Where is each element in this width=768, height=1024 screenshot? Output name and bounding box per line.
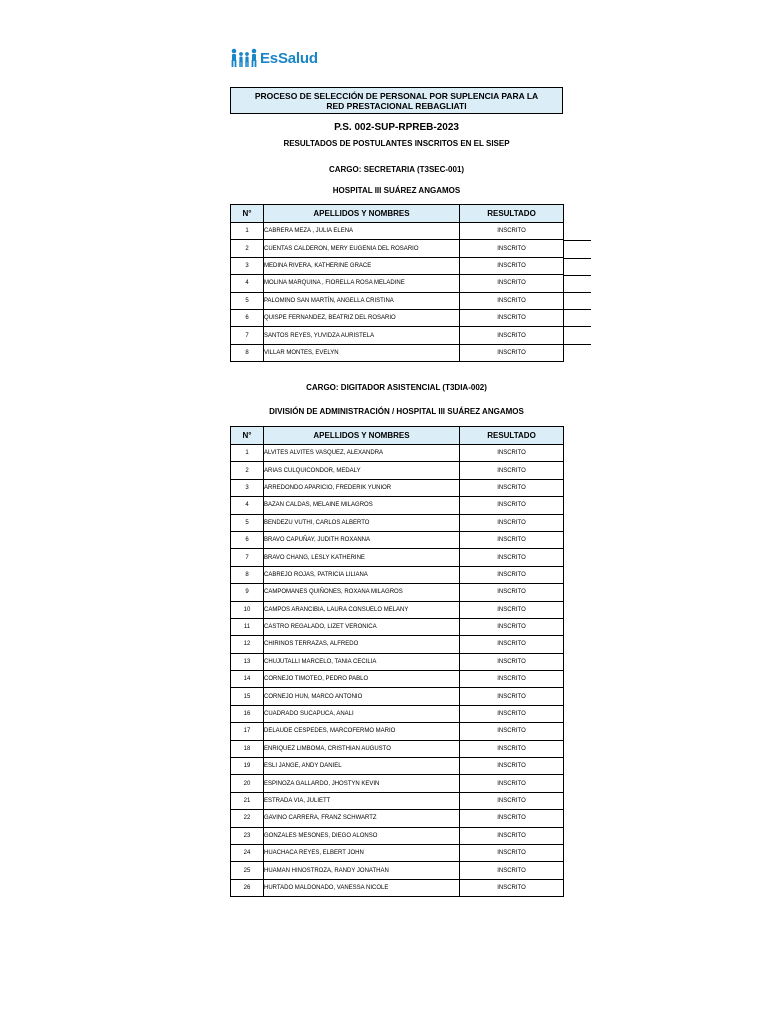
row-number: 26 xyxy=(231,879,264,896)
row-number: 3 xyxy=(231,479,264,496)
result-status: INSCRITO xyxy=(460,688,564,705)
table-row xyxy=(231,653,564,670)
table-row xyxy=(231,879,564,896)
row-number: 2 xyxy=(231,462,264,479)
table-edge-line xyxy=(564,309,591,310)
applicant-name: CAMPOMANES QUIÑONES, ROXANA MILAGROS xyxy=(264,584,460,601)
applicant-name: GAVINO CARRERA, FRANZ SCHWARTZ xyxy=(264,810,460,827)
table-row xyxy=(231,862,564,879)
table-row xyxy=(231,309,564,326)
result-status: INSCRITO xyxy=(460,479,564,496)
row-number: 16 xyxy=(231,705,264,722)
row-number: 7 xyxy=(231,549,264,566)
table-row xyxy=(231,792,564,809)
applicant-name: CUENTAS CALDERON, MERY EUGENIA DEL ROSARIO xyxy=(264,240,460,257)
result-status: INSCRITO xyxy=(460,462,564,479)
applicant-name: HURTADO MALDONADO, VANESSA NICOLE xyxy=(264,879,460,896)
col-num-header: N° xyxy=(231,205,264,223)
table-edge-line xyxy=(564,240,591,241)
result-status: INSCRITO xyxy=(460,514,564,531)
applicant-name: ESTRADA VIA, JULIETT xyxy=(264,792,460,809)
process-code: P.S. 002-SUP-RPREB-2023 xyxy=(334,122,459,133)
row-number: 20 xyxy=(231,775,264,792)
row-number: 25 xyxy=(231,862,264,879)
result-status: INSCRITO xyxy=(460,240,564,257)
row-number: 5 xyxy=(231,292,264,309)
result-status: INSCRITO xyxy=(460,601,564,618)
result-status: INSCRITO xyxy=(460,223,564,240)
table-row xyxy=(231,549,564,566)
row-number: 6 xyxy=(231,309,264,326)
table-row xyxy=(231,566,564,583)
applicant-name: SANTOS REYES, YUVIDZA AURISTELA xyxy=(264,327,460,344)
result-status: INSCRITO xyxy=(460,618,564,635)
applicant-name: BENDEZU VUTHI, CARLOS ALBERTO xyxy=(264,514,460,531)
result-status: INSCRITO xyxy=(460,531,564,548)
table-row xyxy=(231,618,564,635)
row-number: 24 xyxy=(231,844,264,861)
row-number: 23 xyxy=(231,827,264,844)
result-status: INSCRITO xyxy=(460,671,564,688)
applicant-name: PALOMINO SAN MARTÍN, ANGELLA CRISTINA xyxy=(264,292,460,309)
applicant-name: CABRERA MEZA , JULIA ELENA xyxy=(264,223,460,240)
applicant-name: MEDINA RIVERA, KATHERINE GRACE xyxy=(264,257,460,274)
logo-text: EsSalud xyxy=(260,49,318,67)
applicant-name: ESPINOZA GALLARDO, JHOSTYN KEVIN xyxy=(264,775,460,792)
col-result-header: RESULTADO xyxy=(460,205,564,223)
applicant-name: CHUJUTALLI MARCELO, TANIA CECILIA xyxy=(264,653,460,670)
table-row xyxy=(231,758,564,775)
result-status: INSCRITO xyxy=(460,344,564,361)
applicant-name: ALVITES ALVITES VASQUEZ, ALEXANDRA xyxy=(264,445,460,462)
row-number: 21 xyxy=(231,792,264,809)
row-number: 8 xyxy=(231,566,264,583)
applicant-name: CABREJO ROJAS, PATRICIA LILIANA xyxy=(264,566,460,583)
section2-cargo: CARGO: DIGITADOR ASISTENCIAL (T3DIA-002) xyxy=(306,383,487,392)
applicant-name: GONZALES MESONES, DIEGO ALONSO xyxy=(264,827,460,844)
table-row xyxy=(231,775,564,792)
result-status: INSCRITO xyxy=(460,549,564,566)
row-number: 9 xyxy=(231,584,264,601)
table-row xyxy=(231,479,564,496)
row-number: 22 xyxy=(231,810,264,827)
table-row xyxy=(231,223,564,240)
table-row xyxy=(231,497,564,514)
result-status: INSCRITO xyxy=(460,740,564,757)
table-row xyxy=(231,810,564,827)
result-status: INSCRITO xyxy=(460,636,564,653)
table-row xyxy=(231,844,564,861)
result-status: INSCRITO xyxy=(460,758,564,775)
section2-unit: DIVISIÓN DE ADMINISTRACIÓN / HOSPITAL III SUÁREZ ANGAMOS xyxy=(269,407,524,416)
row-number: 12 xyxy=(231,636,264,653)
table-row xyxy=(231,292,564,309)
secretaria-table xyxy=(230,204,564,362)
applicant-name: BRAVO CAPUÑAY, JUDITH ROXANNA xyxy=(264,531,460,548)
row-number: 18 xyxy=(231,740,264,757)
essalud-logo xyxy=(230,46,318,70)
row-number: 3 xyxy=(231,257,264,274)
applicant-name: VILLAR MONTES, EVELYN xyxy=(264,344,460,361)
applicant-name: HUAMAN HINOSTROZA, RANDY JONATHAN xyxy=(264,862,460,879)
table-edge-line xyxy=(564,258,591,259)
applicant-name: CUADRADO SUCAPUCA, ANALI xyxy=(264,705,460,722)
col-result-header: RESULTADO xyxy=(460,427,564,445)
result-status: INSCRITO xyxy=(460,275,564,292)
row-number: 6 xyxy=(231,531,264,548)
table-row xyxy=(231,636,564,653)
result-status: INSCRITO xyxy=(460,827,564,844)
table-row xyxy=(231,688,564,705)
result-status: INSCRITO xyxy=(460,309,564,326)
result-status: INSCRITO xyxy=(460,723,564,740)
table-edge-line xyxy=(564,326,591,327)
row-number: 4 xyxy=(231,275,264,292)
applicant-name: BAZAN CALDAS, MELAINE MILAGROS xyxy=(264,497,460,514)
row-number: 2 xyxy=(231,240,264,257)
section1-unit: HOSPITAL III SUÁREZ ANGAMOS xyxy=(332,186,461,195)
row-number: 8 xyxy=(231,344,264,361)
row-number: 19 xyxy=(231,758,264,775)
col-name-header: APELLIDOS Y NOMBRES xyxy=(264,205,460,223)
table-row xyxy=(231,240,564,257)
section1-cargo: CARGO: SECRETARIA (T3SEC-001) xyxy=(328,165,465,174)
result-status: INSCRITO xyxy=(460,257,564,274)
applicant-name: CORNEJO HUN, MARCO ANTONIO xyxy=(264,688,460,705)
process-title: PROCESO DE SELECCIÓN DE PERSONAL POR SUPLENCIA PARA LA RED PRESTACIONAL REBAGLIATI xyxy=(230,87,563,114)
table-row xyxy=(231,257,564,274)
row-number: 17 xyxy=(231,723,264,740)
table-row xyxy=(231,531,564,548)
result-status: INSCRITO xyxy=(460,497,564,514)
result-status: INSCRITO xyxy=(460,810,564,827)
table-header-row xyxy=(231,205,564,223)
result-status: INSCRITO xyxy=(460,862,564,879)
result-status: INSCRITO xyxy=(460,584,564,601)
result-status: INSCRITO xyxy=(460,653,564,670)
table-row xyxy=(231,584,564,601)
result-status: INSCRITO xyxy=(460,775,564,792)
applicant-name: BRAVO CHANG, LESLY KATHERINE xyxy=(264,549,460,566)
applicant-name: CHIRINOS TERRAZAS, ALFREDO xyxy=(264,636,460,653)
applicant-name: ARREDONDO APARICIO, FREDERIK YUNIOR xyxy=(264,479,460,496)
table-row xyxy=(231,740,564,757)
table-row xyxy=(231,344,564,361)
row-number: 7 xyxy=(231,327,264,344)
row-number: 4 xyxy=(231,497,264,514)
table-row xyxy=(231,601,564,618)
applicant-name: MOLINA MARQUINA , FIORELLA ROSA MELADINE xyxy=(264,275,460,292)
result-status: INSCRITO xyxy=(460,705,564,722)
applicant-name: ESLI JANGE, ANDY DANIEL xyxy=(264,758,460,775)
table-row xyxy=(231,462,564,479)
table-row xyxy=(231,671,564,688)
result-status: INSCRITO xyxy=(460,879,564,896)
table-row xyxy=(231,275,564,292)
table-row xyxy=(231,445,564,462)
table-edge-line xyxy=(564,344,591,345)
table-row xyxy=(231,327,564,344)
result-status: INSCRITO xyxy=(460,566,564,583)
result-status: INSCRITO xyxy=(460,844,564,861)
table-row xyxy=(231,705,564,722)
result-status: INSCRITO xyxy=(460,292,564,309)
result-status: INSCRITO xyxy=(460,792,564,809)
row-number: 13 xyxy=(231,653,264,670)
applicant-name: QUISPE FERNANDEZ, BEATRIZ DEL ROSARIO xyxy=(264,309,460,326)
result-status: INSCRITO xyxy=(460,445,564,462)
row-number: 15 xyxy=(231,688,264,705)
digitador-table xyxy=(230,426,564,897)
applicant-name: ARIAS CULQUICONDOR, MEDALY xyxy=(264,462,460,479)
row-number: 10 xyxy=(231,601,264,618)
row-number: 14 xyxy=(231,671,264,688)
family-icon xyxy=(230,48,258,68)
col-name-header: APELLIDOS Y NOMBRES xyxy=(264,427,460,445)
applicant-name: HUACHACA REYES, ELBERT JOHN xyxy=(264,844,460,861)
applicant-name: CORNEJO TIMOTEO, PEDRO PABLO xyxy=(264,671,460,688)
table-header-row xyxy=(231,427,564,445)
table-edge-line xyxy=(564,292,591,293)
applicant-name: DELAUDE CESPEDES, MARCOFERMO MARIO xyxy=(264,723,460,740)
table-row xyxy=(231,514,564,531)
result-status: INSCRITO xyxy=(460,327,564,344)
row-number: 5 xyxy=(231,514,264,531)
col-num-header: N° xyxy=(231,427,264,445)
row-number: 1 xyxy=(231,223,264,240)
applicant-name: CAMPOS ARANCIBIA, LAURA CONSUELO MELANY xyxy=(264,601,460,618)
row-number: 1 xyxy=(231,445,264,462)
applicant-name: ENRIQUEZ LIMBOMA, CRISTHIAN AUGUSTO xyxy=(264,740,460,757)
table-row xyxy=(231,723,564,740)
table-edge-line xyxy=(564,275,591,276)
results-subtitle: RESULTADOS DE POSTULANTES INSCRITOS EN EL SISEP xyxy=(283,139,510,148)
applicant-name: CASTRO REGALADO, LIZET VERONICA xyxy=(264,618,460,635)
row-number: 11 xyxy=(231,618,264,635)
table-row xyxy=(231,827,564,844)
